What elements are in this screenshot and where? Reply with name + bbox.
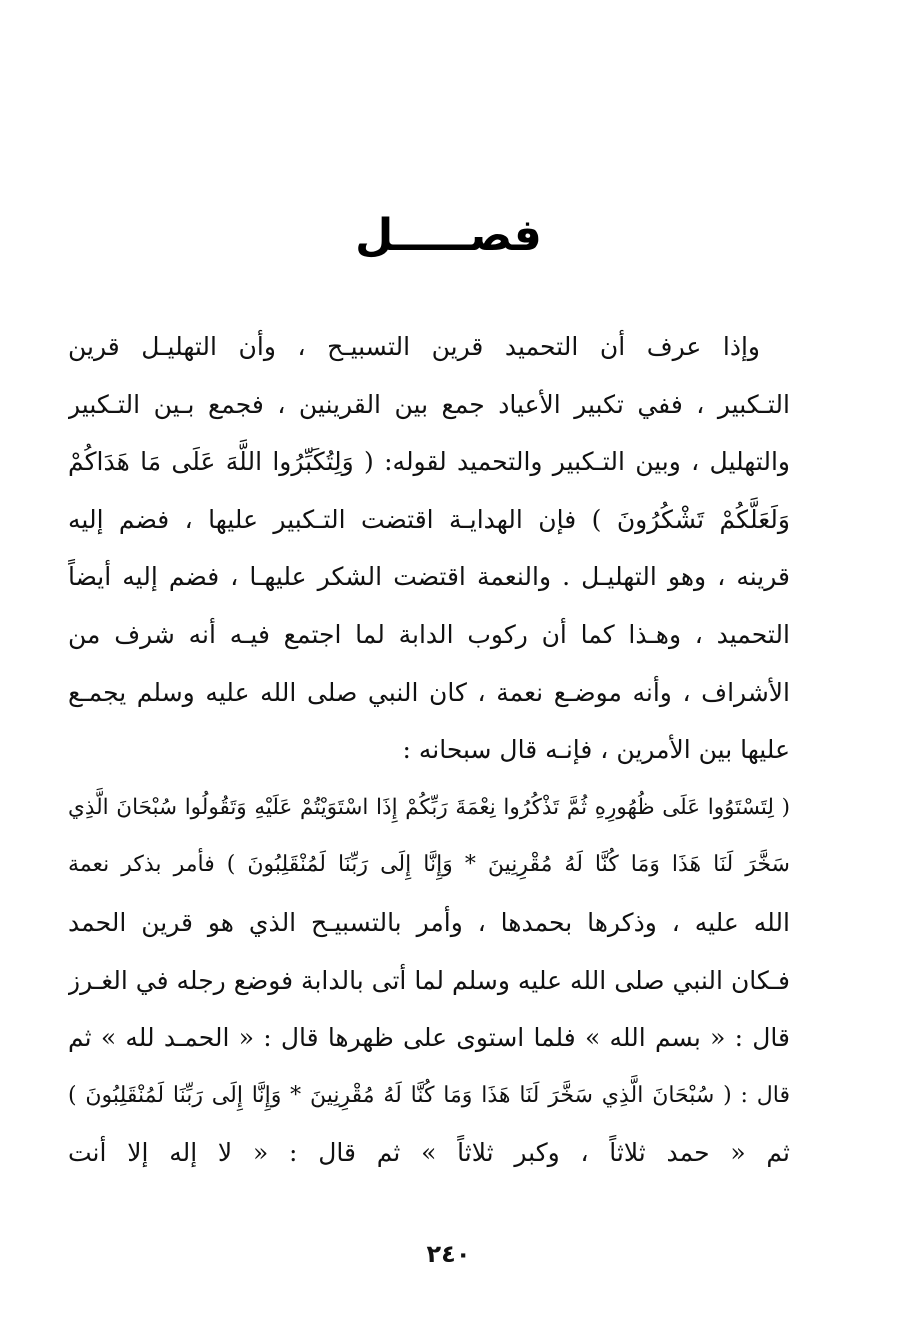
text-line: الأشراف ، وأنه موضـع نعمة ، كان النبي صلى الله عليه وسلم يجمـع [68,677,790,707]
text-line: قرينه ، وهو التهليـل . والنعمة اقتضت الشكر عليهـا ، فضم إليه أيضاً [68,562,790,592]
text-line: والتهليل ، وبين التـكبير والتحميد لقوله: ( وَلِتُكَبِّرُوا اللَّهَ عَلَى مَا هَدَاكُمْ [68,447,790,477]
text-line: فـكان النبي صلى الله عليه وسلم لما أتى بالدابة فوضع رجله في الغـرز [68,965,790,995]
body-text [68,318,790,1182]
quran-verse-line: سَخَّرَ لَنَا هَذَا وَمَا كُنَّا لَهُ مُقْرِنِينَ * وَإِنَّا إِلَى رَبِّنَا لَمُنْقَلِبُونَ ) فأمر بذكر نعمة [68,852,790,878]
quran-verse-line: قال : ( سُبْحَانَ الَّذِي سَخَّرَ لَنَا هَذَا وَمَا كُنَّا لَهُ مُقْرِنِينَ * وَإِنَّا إِلَى رَبِّنَا لَمُنْقَلِبُونَ ) [68,1082,790,1108]
page-number: ٢٤٠ [426,1240,471,1268]
quran-verse-line: ( لِتَسْتَوُوا عَلَى ظُهُورِهِ ثُمَّ تَذْكُرُوا نِعْمَةَ رَبِّكُمْ إِذَا اسْتَوَيْتُمْ عَلَيْهِ وَتَقُولُوا سُبْحَانَ الَّذِي [68,794,790,820]
text-line: قال : « بسم الله » فلما استوى على ظهرها قال : « الحمـد لله » ثم [68,1023,790,1053]
text-line: ثم « حمد ثلاثاً ، وكبر ثلاثاً » ثم قال : « لا إله إلا أنت [68,1138,790,1168]
text-line: وإذا عرف أن التحميد قرين التسبيـح ، وأن التهليـل قرين [68,332,760,361]
text-line: التحميد ، وهـذا كما أن ركوب الدابة لما اجتمع فيـه أنه شرف من [68,619,790,649]
section-heading: فصـــــل [355,210,542,261]
text-line: وَلَعَلَّكُمْ تَشْكُرُونَ ) فإن الهدايـة اقتضت التـكبير عليها ، فضم إليه [68,504,790,534]
text-line: الله عليه ، وذكرها بحمدها ، وأمر بالتسبيـح الذي هو قرين الحمد [68,907,790,937]
text-line: عليها بين الأمرين ، فإنـه قال سبحانه : [402,735,790,765]
text-line: التـكبير ، ففي تكبير الأعياد جمع بين القرينين ، فجمع بـين التـكبير [68,389,790,419]
